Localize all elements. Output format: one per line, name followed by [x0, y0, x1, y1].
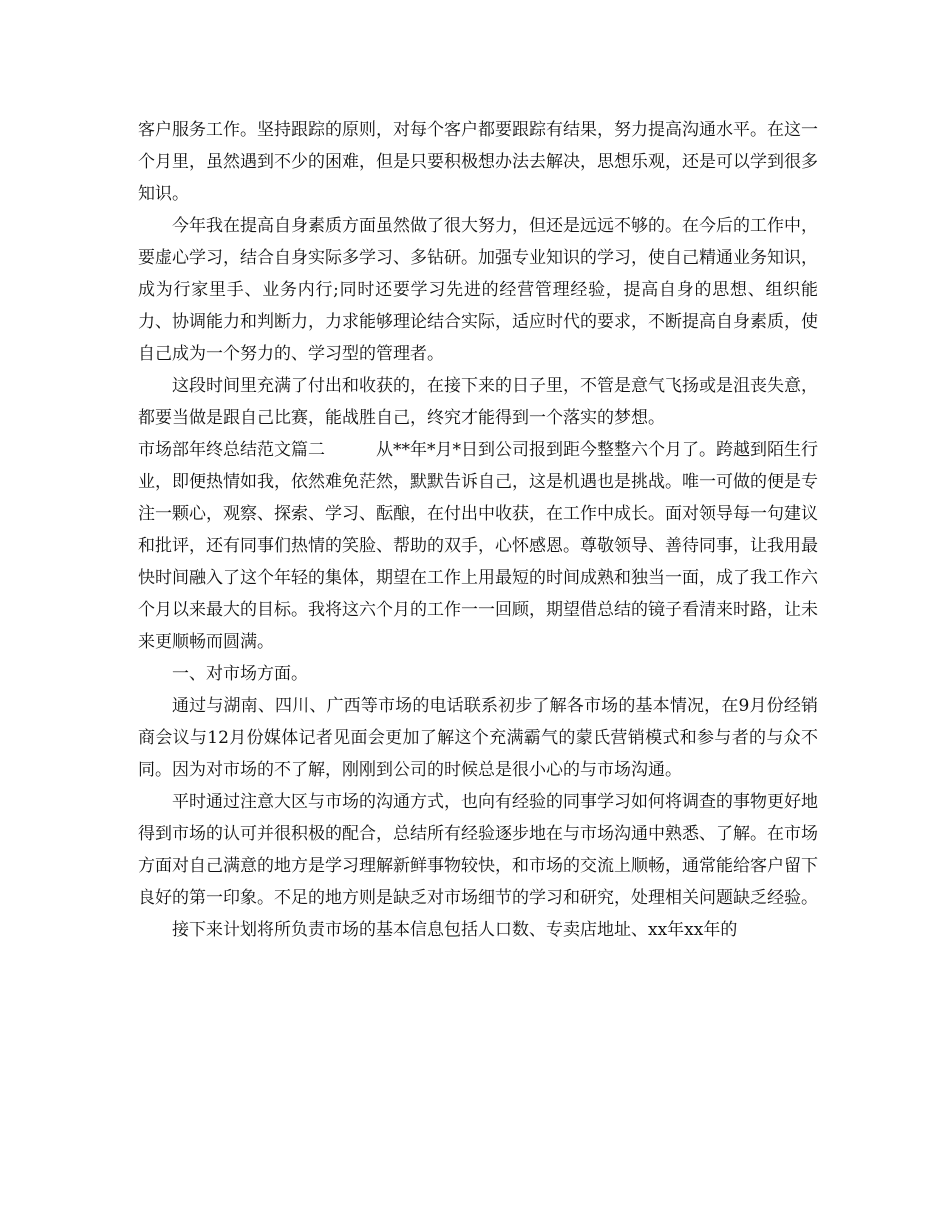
paragraph-5-subheading: 一、对市场方面。: [172, 664, 308, 684]
document-body: [138, 114, 818, 946]
paragraph-2: 今年我在提高自身素质方面虽然做了很大努力，但还是远远不够的。在今后的工作中，要虚心学习，结合自身实际多学习、多钻研。加强专业知识的学习，使自己精通业务知识，成为行家里手、业务内行;同时还要学习先进的经营管理经验，提高自身的思想、组织能力、协调能力和判断力，力求能够理论结合实际，适应时代的要求，不断提高自身素质，使自己成为一个努力的、学习型的管理者。: [138, 216, 818, 364]
paragraph-8: 接下来计划将所负责市场的基本信息包括人口数、专卖店地址、xx年xx年的: [172, 920, 738, 940]
paragraph-6: 通过与湖南、四川、广西等市场的电话联系初步了解各市场的基本情况，在9月份经销商会议与12月份媒体记者见面会更加了解这个充满霸气的蒙氏营销模式和参与者的与众不同。因为对市场的不了解，刚刚到公司的时候总是很小心的与市场沟通。: [138, 696, 818, 780]
paragraph-4-section-heading: 市场部年终总结范文篇二 从**年*月*日到公司报到距今整整六个月了。跨越到陌生行业，即便热情如我，依然难免茫然，默默告诉自己，这是机遇也是挑战。唯一可做的便是专注一颗心，观察、探索、学习、酝酿，在付出中收获，在工作中成长。面对领导每一句建议和批评，还有同事们热情的笑脸、帮助的双手，心怀感恩。尊敬领导、善待同事，让我用最快时间融入了这个年轻的集体，期望在工作上用最短的时间成熟和独当一面，成了我工作六个月以来最大的目标。我将这六个月的工作一一回顾，期望借总结的镜子看清来时路，让未来更顺畅而圆满。: [138, 440, 818, 652]
paragraph-3: 这段时间里充满了付出和收获的，在接下来的日子里，不管是意气飞扬或是沮丧失意，都要当做是跟自己比赛，能战胜自己，终究才能得到一个落实的梦想。: [138, 376, 818, 428]
paragraph-1: 客户服务工作。坚持跟踪的原则，对每个客户都要跟踪有结果，努力提高沟通水平。在这一个月里，虽然遇到不少的困难，但是只要积极想办法去解决，思想乐观，还是可以学到很多知识。: [138, 120, 818, 204]
paragraph-7: 平时通过注意大区与市场的沟通方式，也向有经验的同事学习如何将调查的事物更好地得到市场的认可并很积极的配合，总结所有经验逐步地在与市场沟通中熟悉、了解。在市场方面对自己满意的地方是学习理解新鲜事物较快，和市场的交流上顺畅，通常能给客户留下良好的第一印象。不足的地方则是缺乏对市场细节的学习和研究，处理相关问题缺乏经验。: [138, 792, 818, 908]
